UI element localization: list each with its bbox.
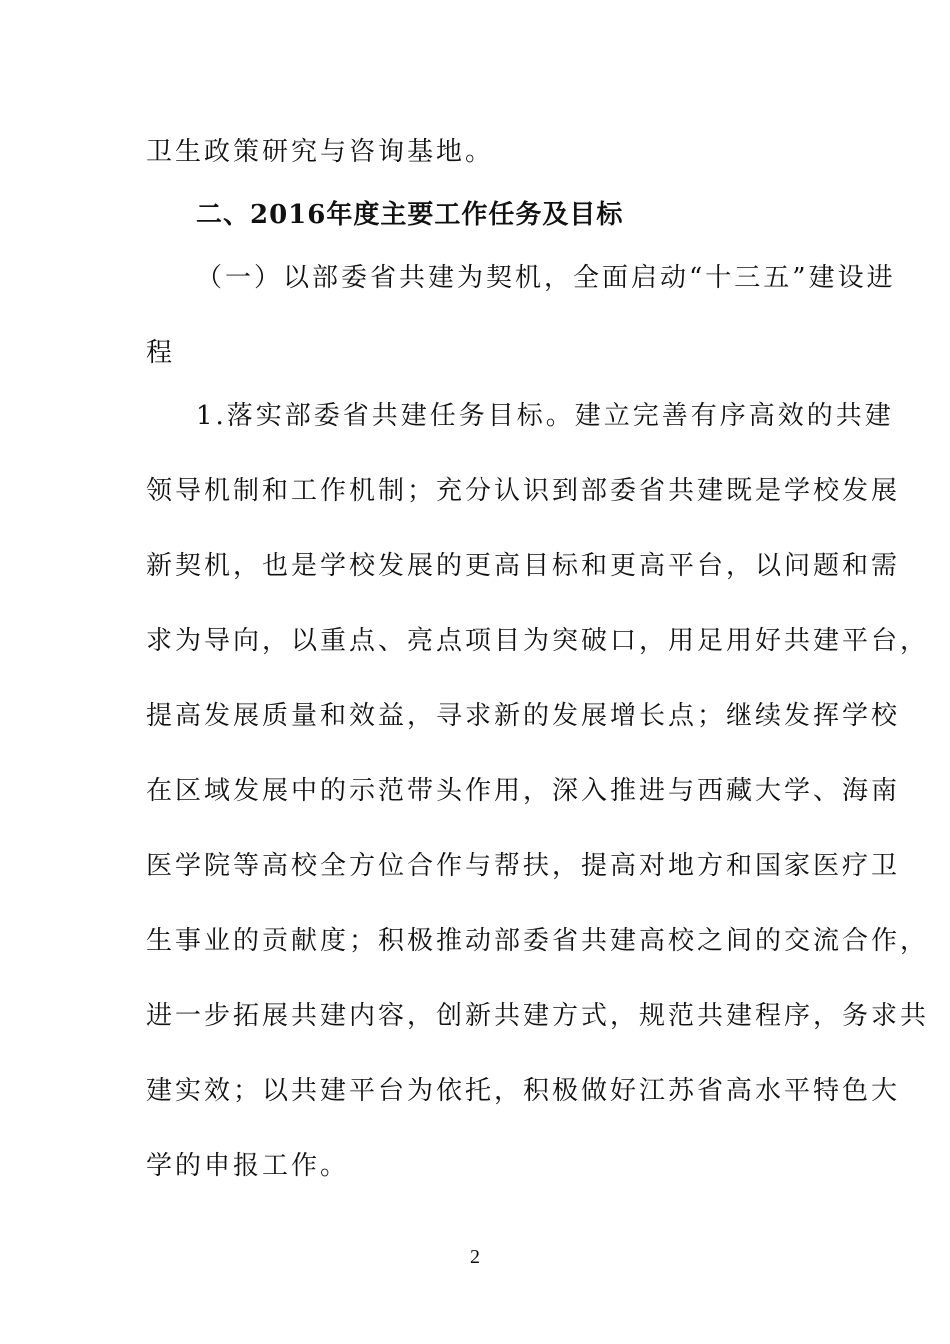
paragraph-line-9: 生事业的贡献度；积极推动部委省共建高校之间的交流合作， [146, 926, 930, 956]
subsection-heading-continued: 程 [146, 338, 176, 368]
paragraph-line-7: 在区域发展中的示范带头作用，深入推进与西藏大学、海南 [146, 776, 901, 806]
paragraph-line-6: 提高发展质量和效益，寻求新的发展增长点；继续发挥学校 [146, 701, 901, 731]
section-heading: 二、2016年度主要工作任务及目标 [196, 200, 624, 230]
paragraph-line-12: 学的申报工作。 [146, 1151, 350, 1181]
page-number: 2 [470, 1246, 480, 1268]
paragraph-line-8: 医学院等高校全方位合作与帮扶，提高对地方和国家医疗卫 [146, 851, 901, 881]
paragraph-line-5: 求为导向，以重点、亮点项目为突破口，用足用好共建平台， [146, 626, 930, 656]
paragraph-line-2: 1.落实部委省共建任务目标。建立完善有序高效的共建 [196, 401, 894, 431]
subsection-heading: （一）以部委省共建为契机，全面启动“十三五”建设进 [196, 263, 896, 293]
paragraph-line-10: 进一步拓展共建内容，创新共建方式，规范共建程序，务求共 [146, 1001, 930, 1031]
paragraph-line-1: 卫生政策研究与咨询基地。 [146, 137, 495, 167]
paragraph-line-4: 新契机，也是学校发展的更高目标和更高平台，以问题和需 [146, 551, 901, 581]
paragraph-line-3: 领导机制和工作机制；充分认识到部委省共建既是学校发展 [146, 476, 901, 506]
paragraph-line-11: 建实效；以共建平台为依托，积极做好江苏省高水平特色大 [146, 1076, 901, 1106]
